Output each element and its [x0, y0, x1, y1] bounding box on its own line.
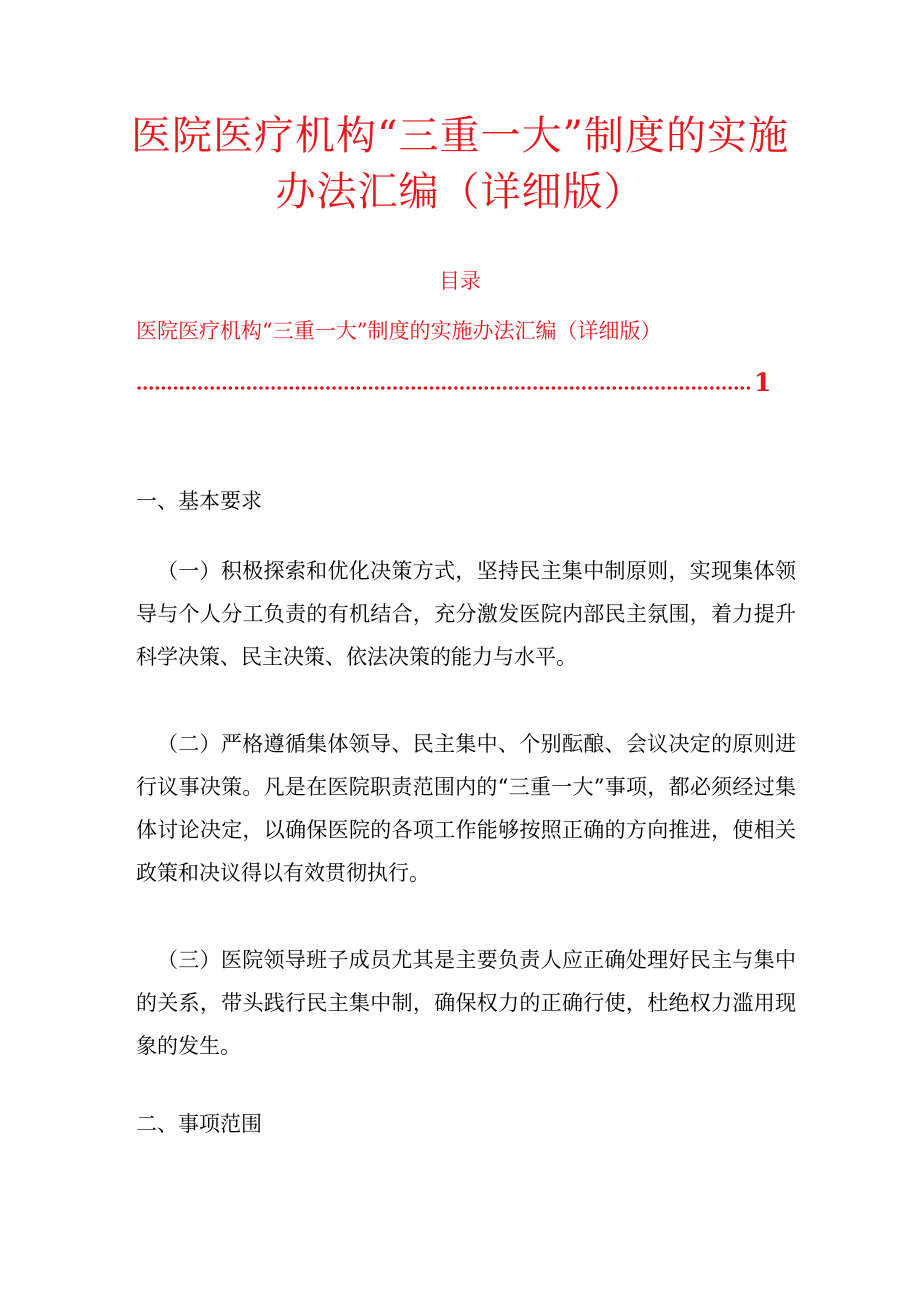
paragraph-1: （一）积极探索和优化决策方式，坚持民主集中制原则，实现集体领导与个人分工负责的有机结合，充分激发医院内部民主氛围，着力提升科学决策、民主决策、依法决策的能力与水平。: [136, 559, 796, 669]
toc-leader-row: [136, 366, 776, 402]
toc-dot-leader: [136, 386, 750, 390]
toc-heading: 目录: [439, 269, 481, 293]
section-heading-basic-requirements: 一、基本要求: [136, 489, 262, 513]
toc-entry-title[interactable]: 医院医疗机构“三重一大”制度的实施办法汇编（详细版）: [136, 319, 662, 343]
toc-page-number: 1: [754, 368, 772, 397]
paragraph-2: （二）严格遵循集体领导、民主集中、个别酝酿、会议决定的原则进行议事决策。凡是在医院职责范围内的“三重一大”事项，都必须经过集体讨论决定，以确保医院的各项工作能够按照正确的方向推进，使相关政策和决议得以有效贯彻执行。: [136, 732, 796, 885]
paragraph-3: （三）医院领导班子成员尤其是主要负责人应正确处理好民主与集中的关系，带头践行民主集中制，确保权力的正确行使，杜绝权力滥用现象的发生。: [136, 948, 796, 1058]
document-title: 医院医疗机构“三重一大”制度的实施办法汇编（详细版）: [131, 113, 789, 215]
section-heading-scope: 二、事项范围: [136, 1112, 262, 1136]
toc-entry[interactable]: [136, 316, 796, 397]
